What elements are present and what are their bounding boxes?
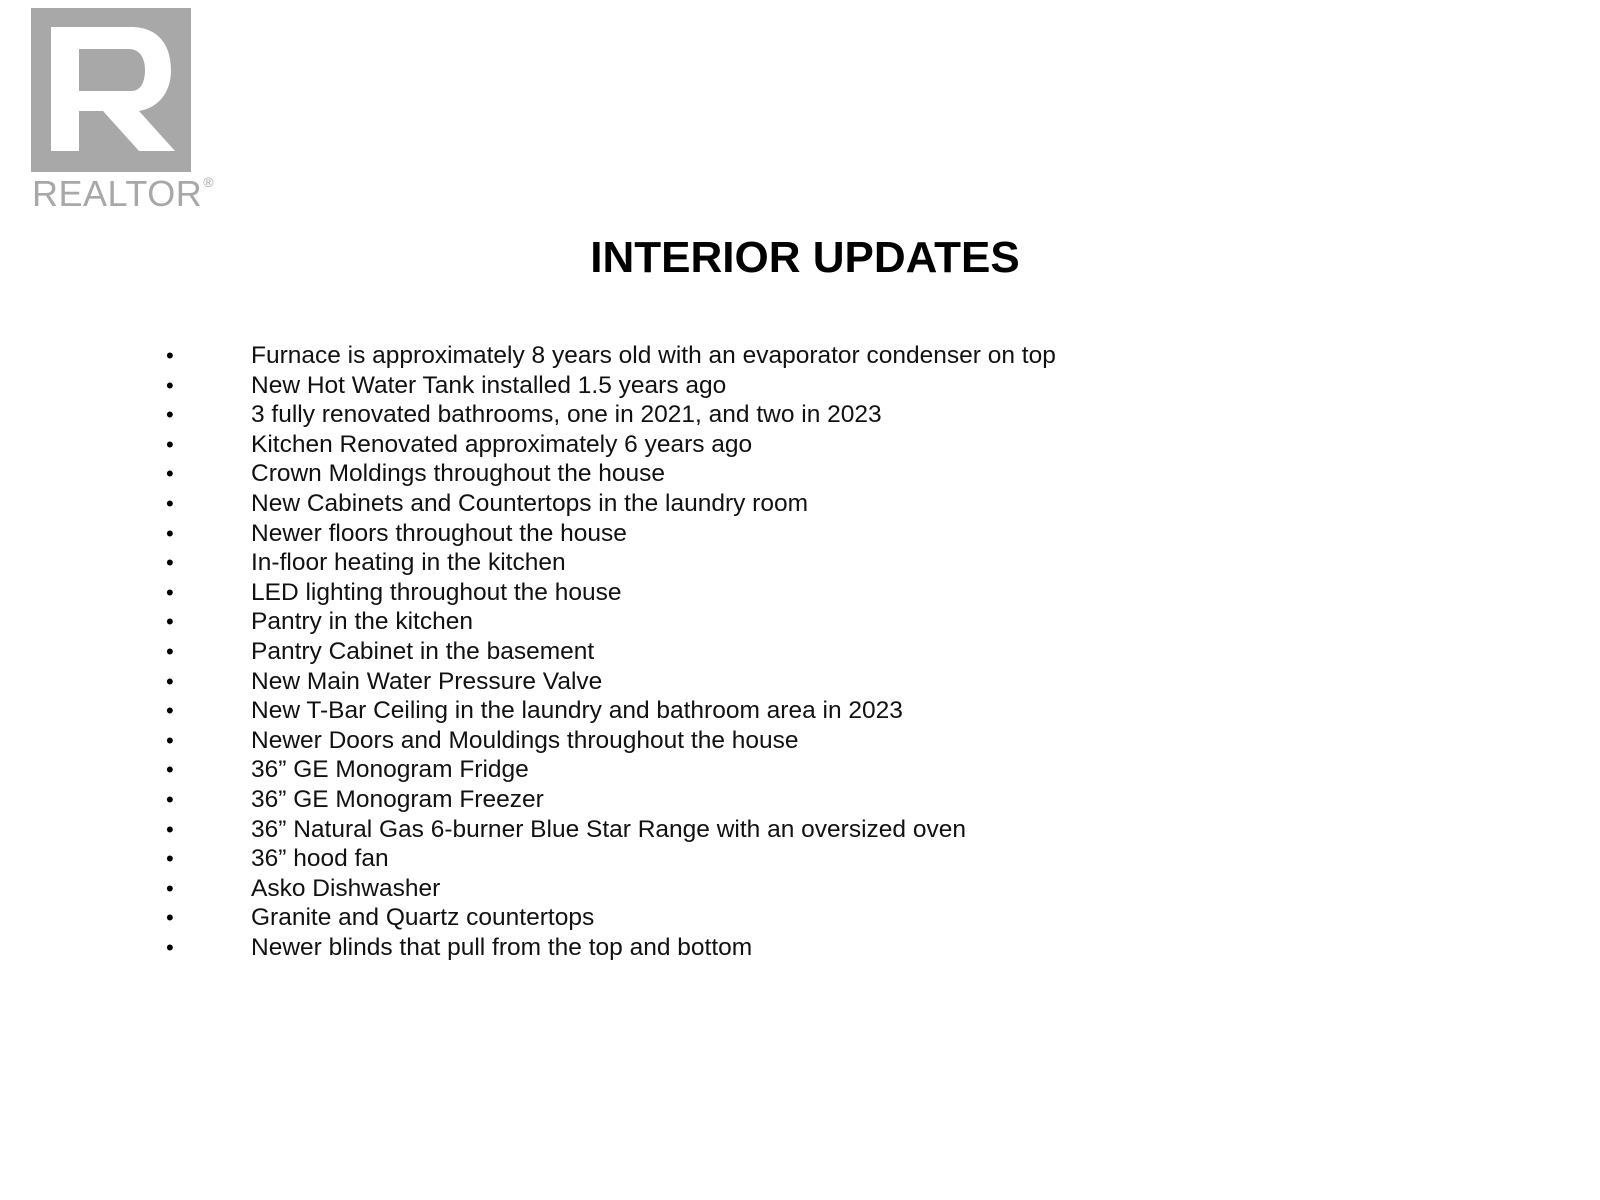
list-item-text: 36” hood fan (251, 845, 389, 873)
list-item-text: 3 fully renovated bathrooms, one in 2021, and two in 2023 (251, 401, 882, 429)
list-item-text: In-floor heating in the kitchen (251, 549, 566, 577)
bullet-icon: • (166, 905, 174, 931)
realtor-logo (31, 8, 215, 218)
list-item-text: Pantry Cabinet in the basement (251, 637, 595, 665)
list-item-text: New Main Water Pressure Valve (251, 667, 603, 695)
bullet-icon: • (166, 786, 174, 812)
page-title (0, 232, 1600, 284)
bullet-icon: • (166, 343, 174, 368)
list-item-text: LED lighting throughout the house (251, 578, 622, 606)
list-item-text: Newer Doors and Mouldings throughout the house (251, 726, 799, 754)
bullet-icon: • (166, 757, 174, 783)
bullet-icon: • (166, 431, 174, 457)
bullet-icon: • (166, 520, 174, 546)
bullet-icon: • (166, 875, 174, 901)
registered-mark: ® (203, 174, 215, 190)
list-item-text: 36” GE Monogram Fridge (251, 756, 529, 784)
bullet-icon: • (166, 846, 174, 872)
list-item-text: Granite and Quartz countertops (251, 904, 595, 932)
page-title-text: INTERIOR UPDATES (590, 233, 1020, 282)
list-item-text: Crown Moldings throughout the house (251, 460, 666, 488)
bullet-icon: • (166, 550, 174, 576)
list-item-text: Newer blinds that pull from the top and bottom (251, 933, 753, 961)
realtor-wordmark-text: REALTOR (32, 173, 203, 214)
bullet-icon: • (166, 934, 174, 960)
list-item-text: Asko Dishwasher (251, 874, 441, 902)
list-item-text: New Cabinets and Countertops in the laundry room (251, 489, 809, 517)
list-item-text: Kitchen Renovated approximately 6 years ago (251, 430, 753, 458)
bullet-icon: • (166, 816, 174, 842)
list-item-text: New Hot Water Tank installed 1.5 years ago (251, 371, 727, 399)
bullet-icon: • (166, 698, 174, 724)
bullet-icon: • (166, 638, 174, 664)
list-item-text: Furnace is approximately 8 years old with an evaporator condenser on top (251, 342, 1056, 369)
list-item-text: Pantry in the kitchen (251, 608, 473, 636)
list-item-text: New T-Bar Ceiling in the laundry and bathroom area in 2023 (251, 697, 903, 725)
bullet-icon: • (166, 727, 174, 753)
realtor-wordmark (32, 173, 215, 214)
list-item-text: Newer floors throughout the house (251, 519, 627, 547)
bullet-icon: • (166, 402, 174, 428)
bullet-icon: • (166, 372, 174, 398)
bullet-icon: • (166, 461, 174, 487)
list-item-text: 36” GE Monogram Freezer (251, 785, 544, 813)
bullet-icon: • (166, 490, 174, 516)
list-item-text: 36” Natural Gas 6-burner Blue Star Range with an oversized oven (251, 815, 966, 843)
bullet-icon: • (166, 609, 174, 635)
bullet-icon: • (166, 668, 174, 694)
realtor-r-icon (31, 8, 191, 172)
bullet-icon: • (166, 579, 174, 605)
